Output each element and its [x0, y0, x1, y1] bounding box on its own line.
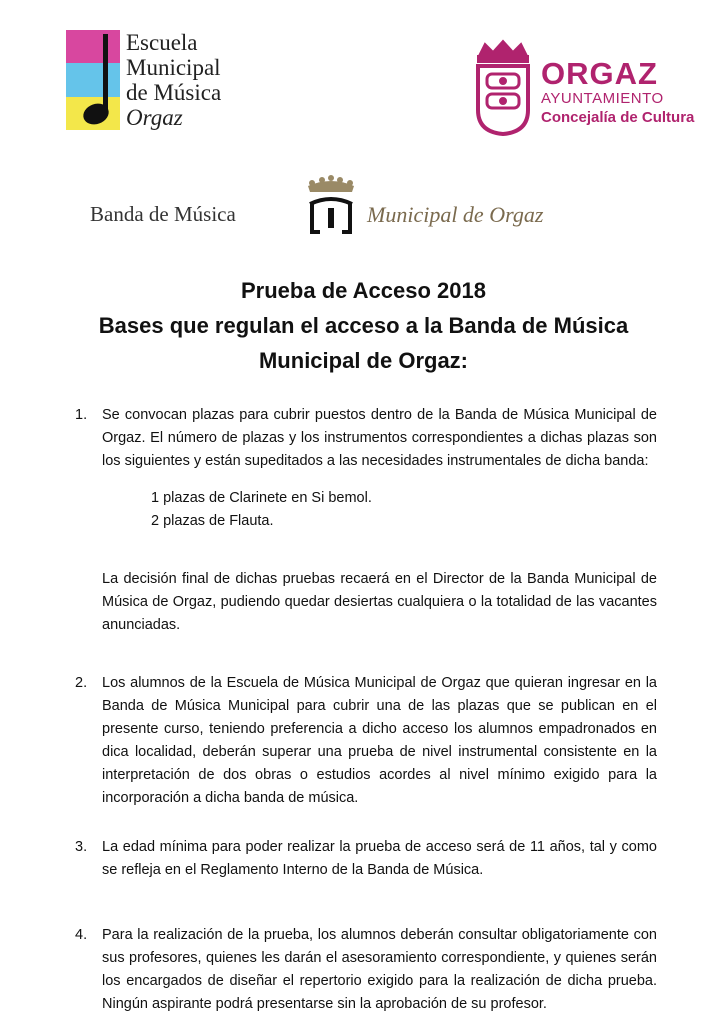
music-note-icon: [72, 32, 122, 132]
plaza-item: 2 plazas de Flauta.: [151, 513, 274, 529]
culture-department-label: Concejalía de Cultura: [541, 109, 695, 126]
city-council-logo: [473, 38, 718, 138]
city-council-text: [541, 58, 694, 128]
city-council-label: AYUNTAMIENTO: [541, 90, 664, 107]
list-item: [75, 836, 657, 882]
school-logo-line2: Municipal: [126, 55, 221, 80]
banda-label-right: Municipal de Orgaz: [367, 202, 544, 227]
plazas-list: [75, 487, 657, 533]
document-title: [0, 273, 727, 378]
plaza-item: 1 plazas de Clarinete en Si bemol.: [151, 490, 372, 506]
list-item-number: 3.: [75, 839, 88, 855]
crown-shield-icon: [473, 38, 533, 136]
banda-emblem-icon: [302, 174, 360, 242]
decision-paragraph: La decisión final de dichas pruebas recaerá en el Director de la Banda Municipal de Música de Orgaz, pudiendo quedar desiertas cualquiera o la totalidad de las vacantes anunciadas.: [102, 571, 657, 633]
document-body: [75, 404, 657, 1016]
list-item: [75, 404, 657, 473]
list-item-number: 1.: [75, 407, 88, 423]
school-logo-text: [126, 30, 221, 130]
school-logo-line3: de Música: [126, 80, 222, 105]
title-line3: Municipal de Orgaz:: [258, 348, 469, 373]
school-logo: [66, 30, 256, 135]
title-line2: Bases que regulan el acceso a la Banda de Música: [98, 313, 629, 338]
list-item-text: Los alumnos de la Escuela de Música Municipal de Orgaz que quieran ingresar en la Banda de Música Municipal para cubrir una de las plazas que se publican en el presente curso, teniendo preferencia a dicho acceso los alumnos empadronados en dica localidad, deberán superar una prueba de nivel instrumental consistente en la interpretación de dos obras o estudios acordes al nivel mínimo exigido para la incorporación a dicha banda de música.: [102, 675, 657, 806]
list-item-text: La edad mínima para poder realizar la prueba de acceso será de 11 años, tal y como se refleja en el Reglamento Interno de la Banda de Música.: [102, 839, 657, 878]
list-item-text: Para la realización de la prueba, los alumnos deberán consultar obligatoriamente con sus profesores, quienes les darán el asesoramiento correspondiente, y quienes serán los encargados de diseñar el repertorio exigido para la realización de dicha prueba. Ningún aspirante podrá presentarse sin la aprobación de su profesor.: [102, 927, 657, 1012]
list-item: [75, 924, 657, 1016]
banda-label-left: Banda de Música: [90, 202, 236, 226]
school-logo-line1: Escuela: [126, 30, 198, 55]
list-item-number: 2.: [75, 675, 88, 691]
list-item-text: Se convocan plazas para cubrir puestos dentro de la Banda de Música Municipal de Orgaz. El número de plazas y los instrumentos correspondientes a dichas plazas son los siguientes y están supeditados a las necesidades instrumentales de dicha banda:: [102, 407, 657, 469]
city-name: ORGAZ: [541, 56, 658, 91]
title-line1: Prueba de Acceso 2018: [241, 278, 486, 303]
banda-header: [0, 172, 727, 247]
school-logo-line4: Orgaz: [126, 105, 183, 130]
list-item: [75, 672, 657, 810]
list-item-number: 4.: [75, 927, 88, 943]
